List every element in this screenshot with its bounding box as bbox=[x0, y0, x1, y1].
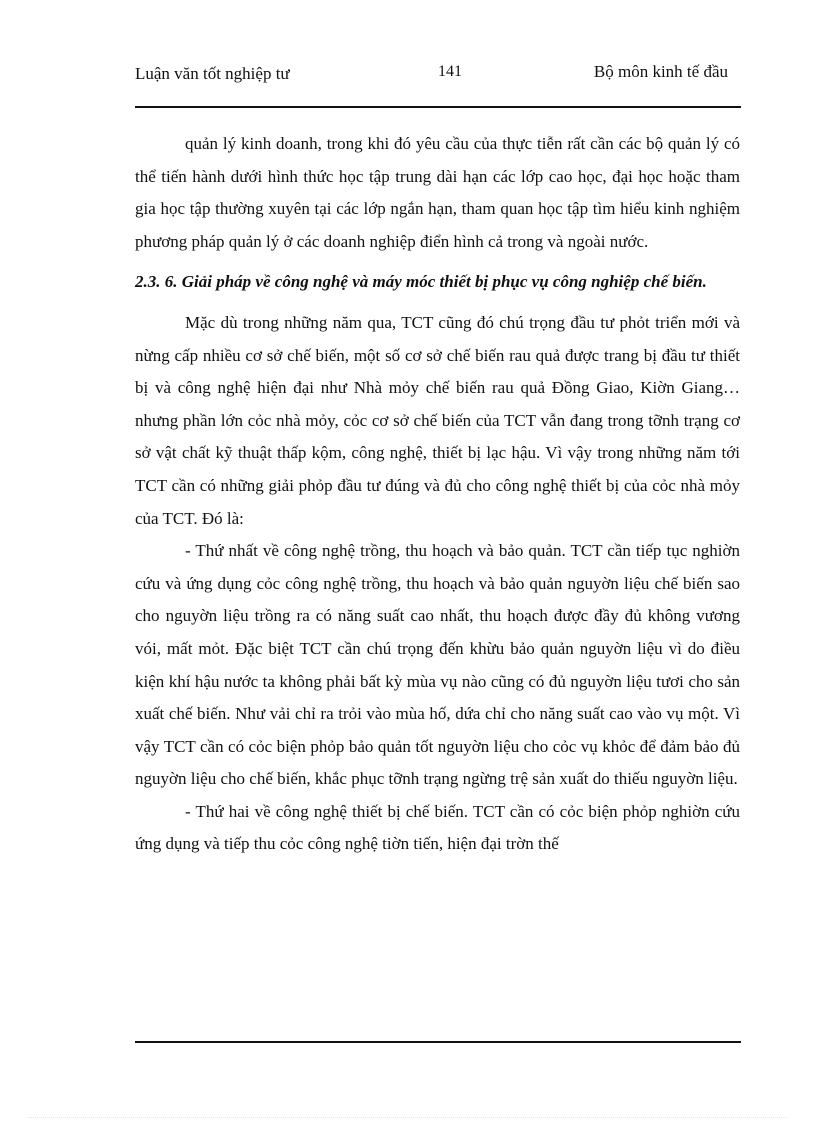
header-department: Bộ môn kinh tế đầu bbox=[593, 62, 728, 81]
body-paragraph: - Thứ nhất về công nghệ trồng, thu hoạch và bảo quản. TCT cần tiếp tục nghiờn cứu và ứng dụng cỏc công nghệ trồng, thu hoạch và bảo quản nguyờn liệu chế biến sao cho nguyờn liệu trồng ra có năng suất cao nhất, thu hoạch được đầy đủ không vương vói, mất mỏt. Đặc biệt TCT cần chú trọng đến khừu bảo quản nguyờn liệu vì do điều kiện khí hậu nước ta không phải bất kỳ mùa vụ nào cũng có đủ nguyờn liệu tươi cho sản xuất chế biến. Như vải chỉ ra trỏi vào mùa hố, dứa chỉ cho năng suất cao vào vụ một. Vì vậy TCT cần có cỏc biện phỏp bảo quản tốt nguyờn liệu cho cỏc vụ khỏc để đảm bảo đủ nguyờn liệu cho chế biến, khắc phục tỡnh trạng ngừng trệ sản xuất do thiếu nguyờn liệu. bbox=[135, 541, 740, 789]
header-rule bbox=[135, 106, 741, 108]
page-bottom-edge bbox=[28, 1117, 788, 1118]
body-paragraph: Mặc dù trong những năm qua, TCT cũng đó chú trọng đầu tư phỏt triển mới và nừng cấp nhiều cơ sở chế biến, một số cơ sở chế biến rau quả được trang bị đầu tư thiết bị và công nghệ hiện đại như Nhà mỏy chế biến rau quả Đồng Giao, Kiờn Giang… nhưng phần lớn cỏc nhà mỏy, cỏc cơ sở chế biến của TCT vẫn đang trong tỡnh trạng cơ sở vật chất kỹ thuật thấp kộm, công nghệ, thiết bị lạc hậu. Vì vậy trong những năm tới TCT cần có những giải phỏp đầu tư đúng và đủ cho công nghệ thiết bị của cỏc nhà mỏy của TCT. Đó là: bbox=[135, 312, 740, 528]
header-thesis-title: Luận văn tốt nghiệp tư bbox=[135, 64, 290, 83]
body-paragraph: - Thứ hai về công nghệ thiết bị chế biến. TCT cần có cỏc biện phỏp nghiờn cứu ứng dụng và tiếp thu cỏc công nghệ tiờn tiến, hiện đại trờn thế bbox=[135, 801, 740, 854]
page-number: 141 bbox=[438, 63, 462, 80]
body-paragraph: quản lý kinh doanh, trong khi đó yêu cầu của thực tiễn rất cần các bộ quản lý có thể tiến hành dưới hình thức học tập trung dài hạn các lớp cao học, đại học hoặc tham gia học tập thường xuyên tại các lớp ngắn hạn, tham quan học tập tìm hiểu kinh nghiệm phương pháp quản lý ở các doanh nghiệp điển hình cả trong và ngoài nước. bbox=[135, 134, 740, 251]
section-heading: 2.3. 6. Giải pháp về công nghệ và máy móc thiết bị phục vụ công nghiệp chế biến. bbox=[135, 272, 707, 292]
document-body bbox=[135, 128, 740, 861]
page-header bbox=[135, 60, 740, 108]
footer-rule bbox=[135, 1041, 741, 1043]
